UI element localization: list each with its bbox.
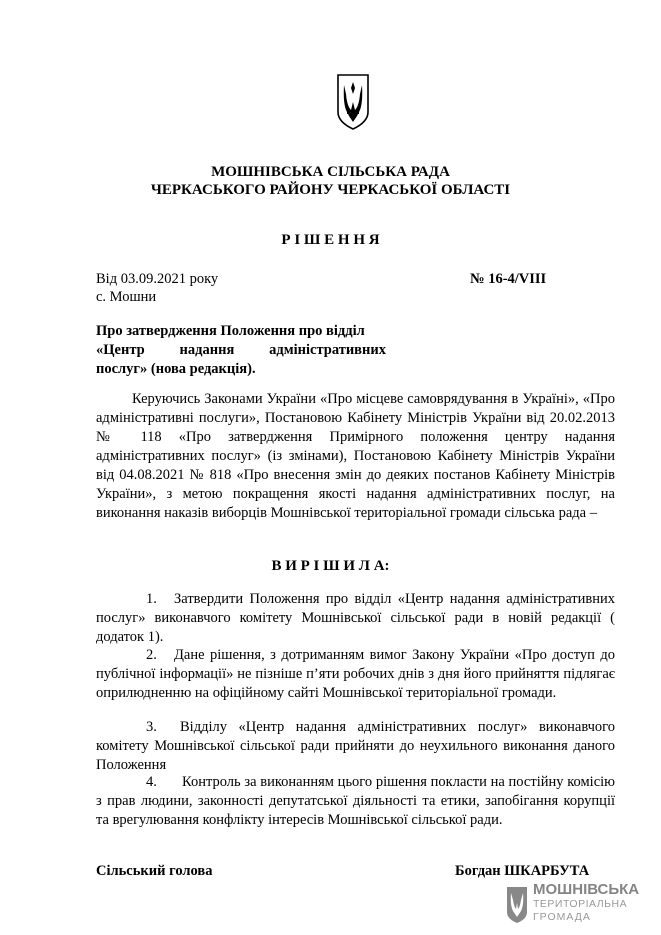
resolved-heading: В И Р І Ш И Л А: <box>271 558 390 574</box>
council-name: МОШНІВСЬКА СІЛЬСЬКА РАДА <box>211 164 450 180</box>
item-text: Дане рішення, з дотриманням вимог Закону України «Про доступ до публічної інформації» не пізніше п’яти робочих днів з дня його прийняття підлягає оприлюдненню на офіційному сайті Мошнівської територіальної громади. <box>96 647 615 701</box>
resolution-item-3 <box>96 718 615 775</box>
community-watermark <box>505 882 655 930</box>
item-number: 3. <box>146 719 157 735</box>
item-number: 2. <box>146 647 157 663</box>
watermark-line-2: ТЕРИТОРІАЛЬНА <box>533 898 628 910</box>
resolution-item-1 <box>96 590 615 647</box>
subject-word: надання <box>179 342 235 358</box>
item-number: 1. <box>146 591 157 607</box>
item-text: Контроль за виконанням цього рішення покласти на постійну комісію з прав людини, законності депутатської діяльності та етики, запобігання корупції та врегулювання конфлікту інтересів Мошнівської сільської ради. <box>96 774 615 828</box>
district-line: ЧЕРКАСЬКОГО РАЙОНУ ЧЕРКАСЬКОЇ ОБЛАСТІ <box>150 182 511 198</box>
watermark-line-3: ГРОМАДА <box>533 911 591 923</box>
document-type: Р І Ш Е Н Н Я <box>281 232 380 248</box>
watermark-trident-icon <box>505 885 529 925</box>
coat-of-arms-icon <box>335 72 371 132</box>
watermark-line-1: МОШНІВСЬКА <box>533 881 640 898</box>
decision-place: с. Мошни <box>96 289 157 305</box>
subject-line-2 <box>96 341 386 360</box>
item-text: Затвердити Положення про відділ «Центр надання адміністративних послуг» виконавчого комітету Мошнівської сільської ради в новій редакції ( додаток 1). <box>96 591 615 645</box>
signature-title: Сільський голова <box>96 863 213 879</box>
decision-number: № 16-4/VIII <box>470 271 547 287</box>
subject-word: «Центр <box>96 342 145 358</box>
subject-block <box>96 322 386 379</box>
signature-name: Богдан ШКАРБУТА <box>455 863 590 879</box>
resolution-item-4 <box>96 773 615 830</box>
subject-line-1: Про затвердження Положення про відділ <box>96 323 365 339</box>
preamble-paragraph: Керуючись Законами України «Про місцеве самоврядування в Україні», «Про адміністративні послуги», Постановою Кабінету Міністрів України від 20.02.2013 № 118 «Про затвердження Примірного положення центру надання адміністративних послуг» (із змінами), Постановою Кабінету Міністрів України від 04.08.2021 № 818 «Про внесення змін до деяких постанов Кабінету Міністрів України», з метою покращення якості надання адміністративних послуг, на виконання наказів виборців Мошнівської територіальної громади сільська рада – <box>96 391 615 521</box>
resolution-item-2 <box>96 646 615 703</box>
decision-date: Від 03.09.2021 року <box>96 271 219 287</box>
subject-line-3: послуг» (нова редакція). <box>96 361 256 377</box>
item-number: 4. <box>146 774 157 790</box>
item-text: Відділу «Центр надання адміністративних послуг» виконавчого комітету Мошнівської сільської ради прийняти до неухильного виконання даного Положення <box>96 719 615 773</box>
subject-word: адміністративних <box>269 342 386 358</box>
